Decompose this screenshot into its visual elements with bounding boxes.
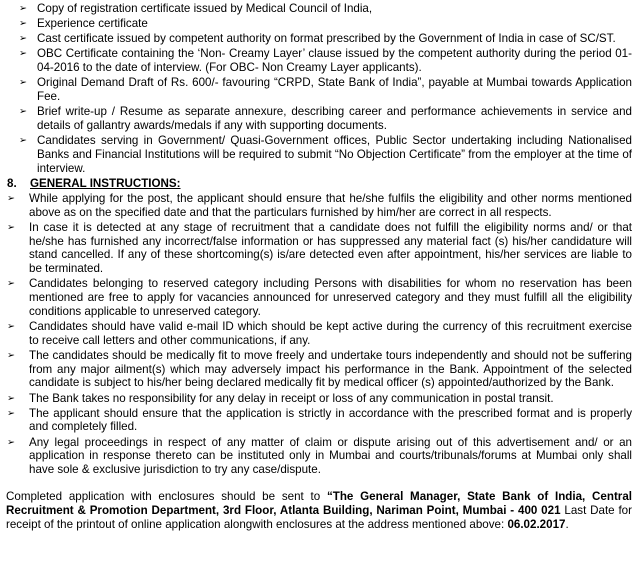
list-item — [6, 349, 632, 390]
arrow-bullet-icon: ➢ — [19, 33, 27, 45]
list-item — [6, 32, 632, 46]
list-item-text: The candidates should be medically fit to move freely and undertake tours independently and should not be suffering from any major ailment(s) which may adversely impact his performance in the Bank. Appointment of the selected candidate is subject to his/her being declared medically fit by medical officer (s) appointed/authorized by the Bank. — [29, 348, 632, 390]
arrow-bullet-icon: ➢ — [7, 349, 15, 361]
list-item — [6, 47, 632, 75]
list-item-text: OBC Certificate containing the ‘Non- Creamy Layer’ clause issued by the competent authority during the period 01-04-2016 to the date of interview. (For OBC- Non Creamy Layer applicants). — [37, 47, 632, 75]
list-item — [6, 392, 632, 406]
list-item-text: Original Demand Draft of Rs. 600/- favouring “CRPD, State Bank of India”, payable at Mumbai towards Application Fee. — [37, 76, 632, 103]
arrow-bullet-icon: ➢ — [19, 106, 27, 118]
closing-text: Completed application with enclosures should be sent to — [6, 489, 327, 503]
list-item — [6, 17, 632, 31]
list-item — [6, 436, 632, 477]
arrow-bullet-icon: ➢ — [7, 221, 15, 233]
arrow-bullet-icon: ➢ — [7, 407, 15, 419]
mailing-address: “The General Manager, State Bank of India, Central Recruitment & Promotion Department, 3rd Floor, Atlanta Building, Nariman Point, Mumbai - 400 021 — [6, 489, 632, 517]
arrow-bullet-icon: ➢ — [19, 3, 27, 14]
closing-text-after: Last Date for receipt of the printout of online application alongwith enclosures at the address mentioned above: — [6, 503, 632, 531]
arrow-bullet-icon: ➢ — [19, 134, 27, 146]
arrow-bullet-icon: ➢ — [19, 18, 27, 30]
list-item-text: The applicant should ensure that the application is strictly in accordance with the prescribed format and is properly and completely filled. — [29, 406, 632, 434]
list-item — [6, 105, 632, 133]
closing-end: . — [565, 517, 569, 531]
list-item-text: While applying for the post, the applicant should ensure that he/she fulfils the eligibility and other norms mentioned above as on the specified date and that the particulars furnished by him/her are correct in all respects. — [29, 191, 632, 219]
list-item — [6, 76, 632, 104]
list-item-text: Candidates should have valid e-mail ID which should be kept active during the currency of this recruitment exercise to receive call letters and other communications, if any. — [29, 320, 632, 347]
arrow-bullet-icon: ➢ — [7, 192, 15, 204]
arrow-bullet-icon: ➢ — [7, 278, 15, 290]
last-date: 06.02.2017 — [507, 517, 566, 531]
list-item-text: Any legal proceedings in respect of any matter of claim or dispute arising out of this advertisement and/ or an application in response thereto can be instituted only in Mumbai and courts/tribunals/forums at Mumbai only shall have sole & exclusive jurisdiction to try any case/dispute. — [29, 435, 632, 477]
list-item — [6, 134, 632, 175]
list-item-text: Brief write-up / Resume as separate annexure, describing career and performance achievements in service and details of gallantry awards/medals if any with supporting documents. — [37, 105, 632, 132]
arrow-bullet-icon: ➢ — [7, 321, 15, 332]
arrow-bullet-icon: ➢ — [19, 77, 27, 89]
arrow-bullet-icon: ➢ — [7, 392, 15, 404]
list-item — [6, 320, 632, 348]
closing-paragraph — [6, 490, 632, 531]
documents-list — [6, 2, 632, 175]
list-item-text: Candidates serving in Government/ Quasi-Government offices, Public Sector undertaking including Nationalised Banks and Financial Institutions will be required to submit “No Objection Certificate” from the employer at the time of interview. — [37, 133, 632, 175]
list-item-text: Copy of registration certificate issued by Medical Council of India, — [37, 2, 373, 15]
list-item — [6, 221, 632, 276]
section-title: GENERAL INSTRUCTIONS: — [30, 176, 181, 190]
list-item-text: The Bank takes no responsibility for any delay in receipt or loss of any communication in postal transit. — [29, 391, 554, 405]
arrow-bullet-icon: ➢ — [7, 436, 15, 448]
section-heading — [6, 177, 632, 191]
instructions-list — [6, 192, 632, 477]
list-item-text: Cast certificate issued by competent authority on format prescribed by the Government of India in case of SC/ST. — [37, 32, 616, 46]
arrow-bullet-icon: ➢ — [19, 48, 27, 60]
list-item — [6, 277, 632, 318]
list-item-text: Experience certificate — [37, 17, 148, 31]
list-item — [6, 192, 632, 220]
section-number: 8. — [7, 176, 17, 190]
list-item-text: In case it is detected at any stage of recruitment that a candidate does not fulfill the eligibility norms and/ or that he/she has furnished any incorrect/false information or has suppressed any material fact (s) his/her candidature will stand cancelled. If any of these shortcoming(s) is/are detected even after appointment, his/her services are liable to be terminated. — [29, 220, 632, 276]
list-item-text: Candidates belonging to reserved category including Persons with disabilities for whom no reservation has been mentioned are free to apply for vacancies announced for unreserved category and they must fulfill all the eligibility conditions applicable to unreserved category. — [29, 277, 632, 318]
list-item — [6, 2, 632, 16]
list-item — [6, 407, 632, 435]
